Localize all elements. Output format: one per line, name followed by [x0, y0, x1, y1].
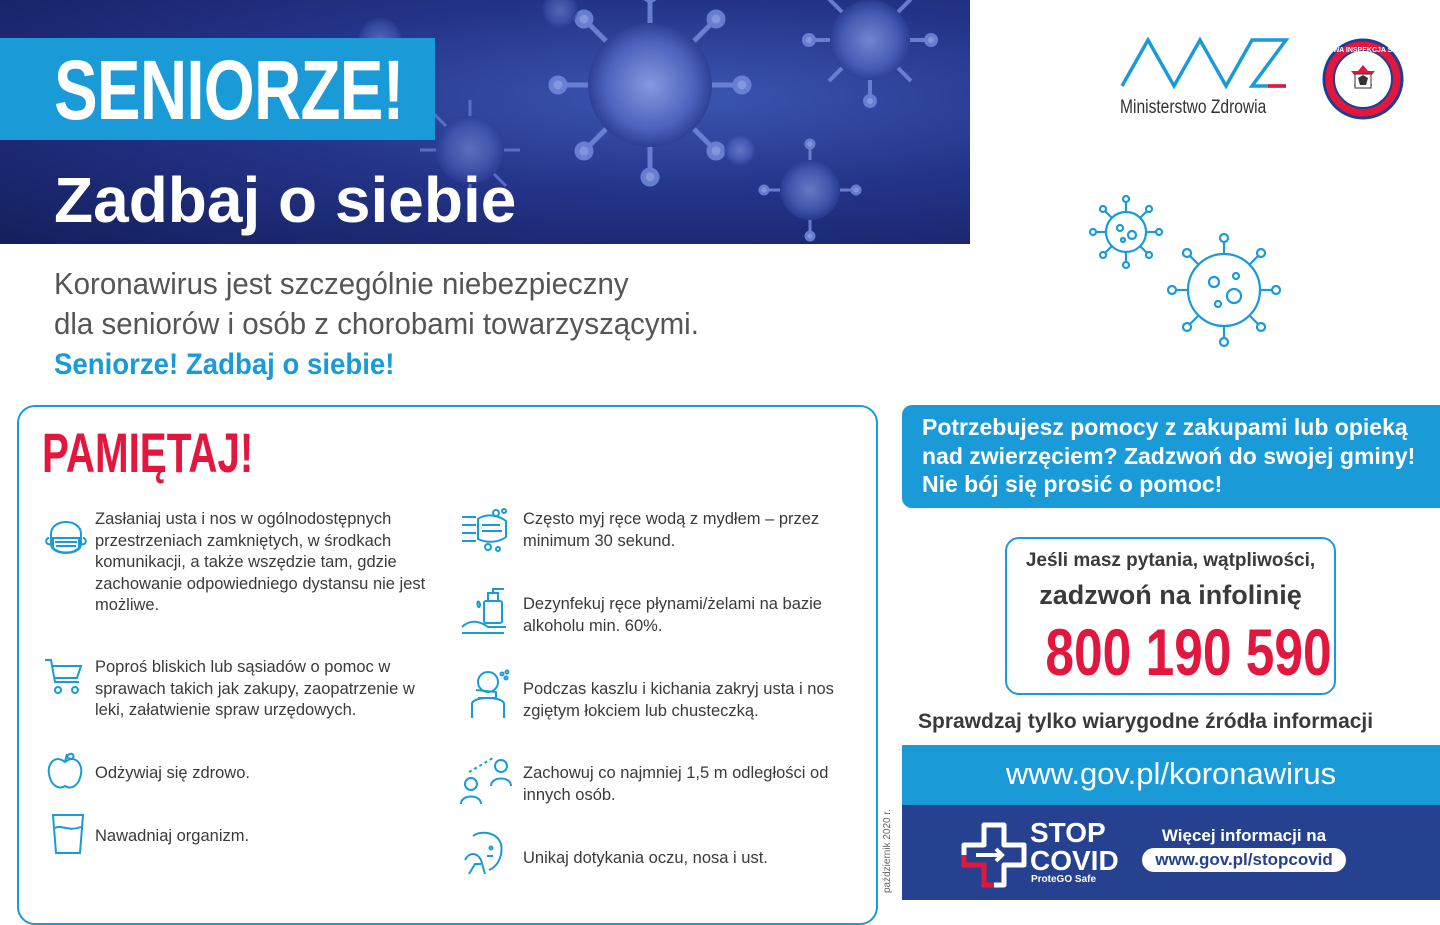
apple-icon: [45, 750, 85, 792]
ministry-name: Ministerstwo Zdrowia: [1120, 97, 1267, 118]
page-subtitle: Zadbaj o siebie: [54, 164, 517, 236]
tip-cough-text: Podczas kaszlu i kichania zakryj usta i nos zgiętym łokciem lub chusteczką.: [523, 680, 834, 720]
hand-washing-icon: [460, 507, 512, 553]
stopcovid-url-link[interactable]: www.gov.pl/stopcovid: [1142, 848, 1346, 872]
page-title: SENIORZE!: [54, 43, 404, 137]
inspection-name: PAŃSTWOWA INSPEKCJA SANITARNA: [1297, 47, 1429, 54]
stopcovid-line-2: COVID: [1030, 845, 1119, 876]
distance-icon: [459, 754, 515, 806]
face-mask-icon: [43, 512, 89, 562]
phone-number-text: 800 190 590: [1045, 615, 1332, 689]
infoline-question: Jeśli masz pytania, wątpliwości,: [1025, 550, 1316, 571]
face-touch-icon: [461, 830, 511, 878]
intro-section: [54, 264, 874, 386]
tip-help-text: Poproś bliskich lub sąsiadów o pomoc w sprawach takich jak zakupy, zaopatrzenie w leki, załatwienie spraw urzędowych.: [95, 658, 415, 719]
tip-disinfect-text: Dezynfekuj ręce płynami/żelami na bazie alkoholu min. 60%.: [523, 595, 822, 635]
sanitizer-icon: [460, 587, 512, 637]
shopping-cart-icon: [43, 656, 85, 698]
coronavirus-url-link[interactable]: www.gov.pl/koronawirus: [1005, 756, 1337, 791]
protego-label: ProteGO Safe: [1031, 874, 1097, 885]
stopcovid-cross-icon: [962, 823, 1026, 887]
help-text: Potrzebujesz pomocy z zakupami lub opieką nad zwierzęciem? Zadzwoń do swojej gminy! Nie bój się prosić o pomoc!: [922, 414, 1416, 497]
more-info-label: Więcej informacji na: [1161, 826, 1327, 845]
sanitary-inspection-logo-icon: [1297, 38, 1429, 120]
tip-wash-text: Często myj ręce wodą z mydłem – przez minimum 30 sekund.: [523, 510, 820, 550]
cough-elbow-icon: [466, 668, 510, 720]
tip-distance-text: Zachowuj co najmniej 1,5 m odległości od innych osób.: [523, 764, 829, 804]
date-note: październik 2020 r.: [882, 809, 893, 893]
tip-touch-text: Unikaj dotykania oczu, nosa i ust.: [523, 849, 768, 867]
infoline-phone-number[interactable]: [1005, 616, 1336, 688]
verify-sources-text: Sprawdzaj tylko wiarygodne źródła informacji: [918, 710, 1374, 733]
water-glass-icon: [50, 812, 86, 856]
intro-highlight: Seniorze! Zadbaj o siebie!: [54, 348, 395, 381]
decorative-virus-icon: [1088, 196, 1288, 346]
tip-mask-text: Zasłaniaj usta i nos w ogólnodostępnych przestrzeniach zamkniętych, w środkach komunikacji, a także wszędzie tam, gdzie zachowanie odpowiedniego dystansu nie jest możliwe.: [95, 510, 426, 614]
remember-title: PAMIĘTAJ!: [42, 421, 254, 484]
intro-line-1: Koronawirus jest szczególnie niebezpieczny: [54, 266, 629, 301]
intro-line-2: dla seniorów i osób z chorobami towarzyszącymi.: [54, 306, 699, 341]
tip-eat-text: Odżywiaj się zdrowo.: [95, 764, 250, 782]
stopcovid-line-1: STOP: [1030, 817, 1106, 848]
tip-hydrate-text: Nawadniaj organizm.: [95, 827, 250, 845]
infoline-call: zadzwoń na infolinię: [1039, 580, 1302, 610]
